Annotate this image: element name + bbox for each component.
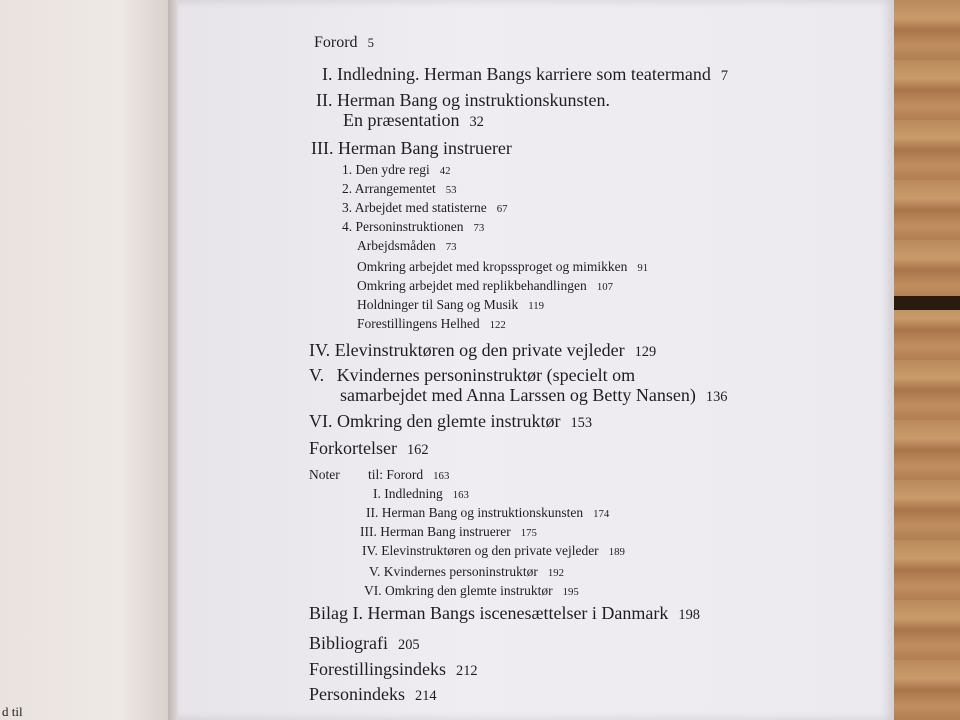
page-number: 205 (398, 637, 420, 653)
toc-subsubentry: Omkring arbejdet med kropssproget og mimikken 91 (357, 259, 649, 274)
toc-entry-chapter-5-cont (340, 385, 728, 406)
chapter-title: Herman Bang og instruktionskunsten. (337, 90, 610, 110)
page-number: 67 (496, 203, 508, 215)
page-number: 192 (547, 567, 565, 579)
page-number: 73 (473, 222, 485, 234)
toc-entry-chapter-4 (309, 340, 656, 361)
page-number: 91 (637, 262, 649, 274)
page-number: 5 (367, 36, 374, 50)
chapter-number: V. (309, 365, 325, 385)
toc-entry-chapter-6 (309, 411, 592, 432)
page-number: 32 (469, 114, 484, 130)
toc-entry-bibliografi: Bibliografi 205 (309, 633, 420, 653)
toc-notes-heading: Noter (309, 467, 340, 482)
chapter-title: Kvindernes personinstruktør (specielt om (336, 365, 636, 385)
page-number: 119 (528, 300, 545, 312)
table-plank-gap (890, 296, 960, 310)
toc-entry-forord: Forord 5 (314, 34, 374, 51)
toc-note-entry: til: Forord 163 (368, 467, 450, 482)
chapter-number: III. (311, 138, 334, 158)
toc-note-entry: IV. Elevinstruktøren og den private vejleder 189 (362, 543, 625, 558)
chapter-title-cont: En præsentation (343, 110, 460, 130)
page-number: 107 (596, 281, 614, 293)
toc-note-entry: V. Kvindernes personinstruktør 192 (369, 564, 565, 579)
page-number: 174 (593, 508, 610, 520)
page-number: 73 (445, 241, 457, 253)
left-facing-page (0, 0, 170, 720)
toc-note-entry: I. Indledning 163 (373, 486, 469, 501)
toc-entry-forestillingsindeks: Forestillingsindeks 212 (309, 659, 478, 679)
toc-subsubentry: Omkring arbejdet med replikbehandlingen 107 (357, 278, 614, 293)
page-number: 42 (439, 165, 451, 177)
toc-entry-chapter-1 (322, 64, 728, 85)
toc-subentry: 1. Den ydre regi 42 (342, 162, 451, 177)
page-number: 162 (406, 442, 429, 458)
toc-entry-personindeks: Personindeks 214 (309, 684, 437, 704)
page-number: 122 (489, 319, 506, 331)
chapter-title: Herman Bang instruerer (337, 138, 512, 158)
chapter-number: II. (316, 90, 333, 110)
toc-entry-bilag: Bilag I. Herman Bangs iscenesættelser i Danmark 198 (309, 603, 700, 623)
page-number: 153 (570, 415, 593, 431)
toc-subentry: 4. Personinstruktionen 73 (342, 219, 485, 234)
page-number: 189 (608, 546, 625, 558)
chapter-title: Omkring den glemte instruktør (337, 411, 561, 431)
toc-entry-chapter-5 (309, 365, 635, 386)
page-number: 129 (634, 344, 657, 360)
page-number: 163 (433, 470, 450, 482)
page-number: 136 (705, 389, 728, 405)
toc-entry-forkortelser: Forkortelser 162 (309, 438, 429, 458)
table-of-contents (178, 0, 894, 720)
contents-page (178, 0, 894, 720)
left-page-text-fragment: d til (2, 704, 23, 719)
page-number: 163 (452, 489, 469, 501)
toc-entry-chapter-2 (316, 90, 610, 111)
page-number: 198 (678, 607, 700, 623)
toc-entry-chapter-2-cont (343, 110, 484, 131)
chapter-number: IV. (309, 340, 331, 360)
page-number: 212 (456, 663, 478, 679)
chapter-title-cont: samarbejdet med Anna Larssen og Betty Nansen) (340, 385, 696, 405)
toc-entry-chapter-3 (311, 138, 512, 159)
toc-subsubentry: Forestillingens Helhed 122 (357, 316, 506, 331)
page-number: 7 (720, 68, 729, 84)
toc-note-entry: II. Herman Bang og instruktionskunsten 174 (366, 505, 610, 520)
toc-subsubentry: Holdninger til Sang og Musik 119 (357, 297, 545, 312)
chapter-title: Indledning. Herman Bangs karriere som teatermand (337, 64, 711, 84)
chapter-number: I. (322, 64, 333, 84)
page-number: 214 (415, 688, 437, 704)
page-number: 195 (562, 586, 579, 598)
page-number: 175 (520, 527, 537, 539)
wooden-table (890, 0, 960, 720)
toc-subentry: 2. Arrangementet 53 (342, 181, 457, 196)
toc-subsubentry: Arbejdsmåden 73 (357, 238, 457, 253)
chapter-title: Elevinstruktøren og den private vejleder (334, 340, 625, 360)
toc-note-entry: III. Herman Bang instruerer 175 (360, 524, 537, 539)
page-number: 53 (445, 184, 457, 196)
chapter-number: VI. (309, 411, 333, 431)
toc-note-entry: VI. Omkring den glemte instruktør 195 (364, 583, 579, 598)
toc-subentry: 3. Arbejdet med statisterne 67 (342, 200, 508, 215)
